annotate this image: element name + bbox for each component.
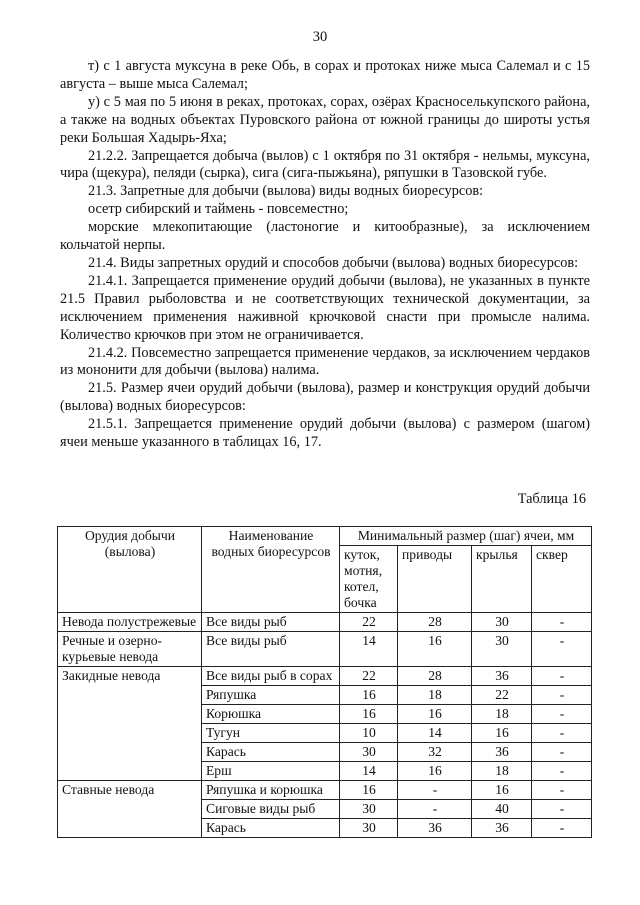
- cell-krylya: 36: [472, 743, 532, 762]
- cell-kutok: 16: [340, 705, 398, 724]
- cell-privody: 14: [398, 724, 472, 743]
- paragraph: 21.3. Запретные для добычи (вылова) виды водных биоресурсов:: [88, 183, 484, 200]
- table-row: [58, 781, 592, 800]
- paragraph: 21.2.2. Запрещается добыча (вылов) с 1 октября по 31 октября - нельмы, муксуна, чира (щекура), пеляди (сырка), сига (сига-пыжьяна), ряпушки в Тазовской губе.: [60, 147, 590, 182]
- paragraph: 21.5. Размер ячеи орудий добычи (вылова), размер и конструкция орудий добычи (вылова) водных биоресурсов:: [60, 380, 590, 415]
- cell-species: Сиговые виды рыб: [202, 800, 340, 819]
- cell-species: Тугун: [202, 724, 340, 743]
- cell-krylya: 30: [472, 632, 532, 667]
- cell-skver: -: [532, 800, 592, 819]
- cell-skver: -: [532, 613, 592, 632]
- header-species: Наименование водных биоресурсов: [202, 527, 340, 613]
- paragraph: 21.4.2. Повсеместно запрещается применение чердаков, за исключением чердаков из мононити для добычи (вылова) налима.: [60, 344, 590, 379]
- cell-kutok: 30: [340, 743, 398, 762]
- cell-species: Все виды рыб: [202, 613, 340, 632]
- paragraph: у) с 5 мая по 5 июня в реках, протоках, сорах, озёрах Красноселькупского района, а также на водных объектах Пуровского района от южной границы до широты устья реки Большая Хадырь-Яха;: [60, 93, 590, 146]
- cell-species: Карась: [202, 743, 340, 762]
- cell-krylya: 16: [472, 724, 532, 743]
- cell-skver: -: [532, 632, 592, 667]
- header-mesh-group: Минимальный размер (шаг) ячеи, мм: [340, 527, 592, 546]
- cell-privody: 36: [398, 819, 472, 838]
- paragraph: 21.5.1. Запрещается применение орудий добычи (вылова) с размером (шагом) ячеи меньше указанного в таблицах 16, 17.: [60, 416, 590, 451]
- document-body: [60, 58, 590, 452]
- cell-gear: Закидные невода: [58, 667, 202, 781]
- cell-kutok: 22: [340, 613, 398, 632]
- cell-krylya: 18: [472, 762, 532, 781]
- cell-skver: -: [532, 667, 592, 686]
- paragraph: 21.4.1. Запрещается применение орудий добычи (вылова), не указанных в пункте 21.5 Правил рыболовства и не соответствующих технической документации, за исключением применения наживной крючковой снасти при промысле налима. Количество крючков при этом не ограничивается.: [60, 272, 590, 343]
- cell-skver: -: [532, 705, 592, 724]
- cell-species: Корюшка: [202, 705, 340, 724]
- paragraph: т) с 1 августа муксуна в реке Обь, в сорах и протоках ниже мыса Салемал и с 15 августа – выше мыса Салемал;: [60, 58, 590, 92]
- cell-krylya: 36: [472, 667, 532, 686]
- mesh-size-table: [57, 526, 592, 838]
- cell-species: Карась: [202, 819, 340, 838]
- header-privody: приводы: [398, 546, 472, 613]
- cell-krylya: 30: [472, 613, 532, 632]
- header-skver: сквер: [532, 546, 592, 613]
- cell-privody: -: [398, 781, 472, 800]
- cell-privody: 16: [398, 705, 472, 724]
- header-kutok: куток, мотня, котел, бочка: [340, 546, 398, 613]
- cell-skver: -: [532, 724, 592, 743]
- cell-skver: -: [532, 819, 592, 838]
- cell-species: Ряпушка: [202, 686, 340, 705]
- cell-kutok: 22: [340, 667, 398, 686]
- header-gear: Орудия добычи (вылова): [58, 527, 202, 613]
- paragraph: морские млекопитающие (ластоногие и китообразные), за исключением кольчатой нерпы.: [60, 219, 590, 254]
- cell-kutok: 14: [340, 762, 398, 781]
- cell-species: Все виды рыб в сорах: [202, 667, 340, 686]
- cell-krylya: 22: [472, 686, 532, 705]
- cell-privody: -: [398, 800, 472, 819]
- cell-privody: 28: [398, 613, 472, 632]
- cell-species: Ряпушка и корюшка: [202, 781, 340, 800]
- table-row: [58, 632, 592, 667]
- table-caption: Таблица 16: [517, 491, 586, 507]
- cell-gear: Ставные невода: [58, 781, 202, 838]
- cell-kutok: 30: [340, 819, 398, 838]
- cell-gear: Невода полустрежевые: [58, 613, 202, 632]
- cell-skver: -: [532, 762, 592, 781]
- cell-privody: 28: [398, 667, 472, 686]
- cell-kutok: 16: [340, 686, 398, 705]
- cell-privody: 16: [398, 632, 472, 667]
- cell-skver: -: [532, 743, 592, 762]
- cell-skver: -: [532, 781, 592, 800]
- table-body: [58, 613, 592, 838]
- cell-krylya: 18: [472, 705, 532, 724]
- cell-gear: Речные и озерно-курьевые невода: [58, 632, 202, 667]
- cell-krylya: 40: [472, 800, 532, 819]
- header-krylya: крылья: [472, 546, 532, 613]
- cell-krylya: 16: [472, 781, 532, 800]
- table-row: [58, 667, 592, 686]
- cell-species: Все виды рыб: [202, 632, 340, 667]
- cell-privody: 18: [398, 686, 472, 705]
- cell-kutok: 14: [340, 632, 398, 667]
- cell-kutok: 16: [340, 781, 398, 800]
- paragraph: 21.4. Виды запретных орудий и способов добычи (вылова) водных биоресурсов:: [88, 254, 579, 271]
- cell-kutok: 30: [340, 800, 398, 819]
- table-row: [58, 613, 592, 632]
- cell-krylya: 36: [472, 819, 532, 838]
- cell-species: Ерш: [202, 762, 340, 781]
- page-number: 30: [312, 29, 328, 45]
- cell-kutok: 10: [340, 724, 398, 743]
- cell-privody: 32: [398, 743, 472, 762]
- paragraph: осетр сибирский и таймень - повсеместно;: [88, 201, 349, 218]
- cell-privody: 16: [398, 762, 472, 781]
- cell-skver: -: [532, 686, 592, 705]
